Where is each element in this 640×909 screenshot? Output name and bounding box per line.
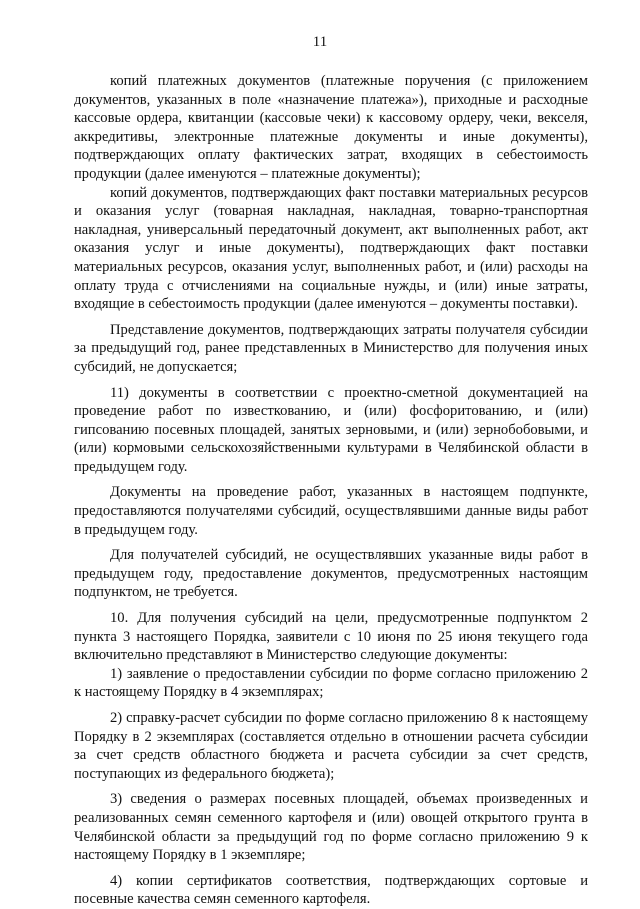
paragraph-works-documents: Документы на проведение работ, указанных в настоящем подпункте, предоставляются получателями субсидий, осуществлявшими данные виды работ в предыдущем году.: [74, 484, 588, 538]
paragraph-item-2: 2) справку-расчет субсидии по форме согласно приложению 8 к настоящему Порядку в 2 экземплярах (составляется отдельно в отношении расчета субсидии за счет средств областного бюджета и расчета субсидии за счет средств, поступающих из федерального бюджета);: [74, 710, 588, 782]
paragraph-point-10: 10. Для получения субсидий на цели, предусмотренные подпунктом 2 пункта 3 настоящего Порядка, заявители с 10 июня по 25 июня текущего года включительно представляют в Министерство следующие документы:: [74, 610, 588, 664]
paragraph-not-required: Для получателей субсидий, не осуществлявших указанные виды работ в предыдущем году, предоставление документов, предусмотренных настоящим подпунктом, не требуется.: [74, 547, 588, 601]
paragraph-item-11: 11) документы в соответствии с проектно-сметной документацией на проведение работ по известкованию, и (или) фосфоритованию, и (или) гипсованию посевных площадей, занятых зерновыми, и (или) зернобобовыми, и (или) кормовыми сельскохозяйственными культурами в Челябинской области в предыдущем году.: [74, 384, 588, 475]
paragraph-item-4: 4) копии сертификатов соответствия, подтверждающих сортовые и посевные качества семян семенного картофеля.: [74, 872, 588, 908]
paragraph-item-3: 3) сведения о размерах посевных площадей, объемах произведенных и реализованных семян семенного картофеля и (или) овощей открытого грунта в Челябинской области за предыдущий год по форме согласно приложению 9 к настоящему Порядку в 1 экземпляре;: [74, 791, 588, 864]
paragraph-item-1: 1) заявление о предоставлении субсидии по форме согласно приложению 2 к настоящему Порядку в 4 экземплярах;: [74, 665, 588, 701]
page-number: 11: [312, 34, 328, 50]
paragraph-delivery-documents: копий документов, подтверждающих факт поставки материальных ресурсов и оказания услуг (товарная накладная, накладная, товарно-транспортная накладная, универсальный передаточный документ, акт выполненных работ, акт оказания услуг и иные документы), подтверждающих факт поставки материальных ресурсов, оказания услуг, выполненных работ, и (или) расходы на оплату труда с отчислениями на социальные нужды, и (или) иные затраты, входящие в себестоимость продукции (далее именуются – документы поставки).: [74, 184, 588, 313]
paragraph-prior-submission: Представление документов, подтверждающих затраты получателя субсидии за предыдущий год, ранее представленных в Министерство для получения иных субсидий, не допускается;: [74, 321, 588, 375]
paragraph-payment-documents: копий платежных документов (платежные поручения (с приложением документов, указанных в поле «назначение платежа»), приходные и расходные кассовые ордера, квитанции (кассовые чеки) к кассовому ордеру, чеки, векселя, аккредитивы, электронные платежные документы и иные документы), подтверждающих оплату фактических затрат, входящих в себестоимость продукции (далее именуются – платежные документы);: [74, 73, 588, 182]
document-body: [74, 72, 588, 909]
